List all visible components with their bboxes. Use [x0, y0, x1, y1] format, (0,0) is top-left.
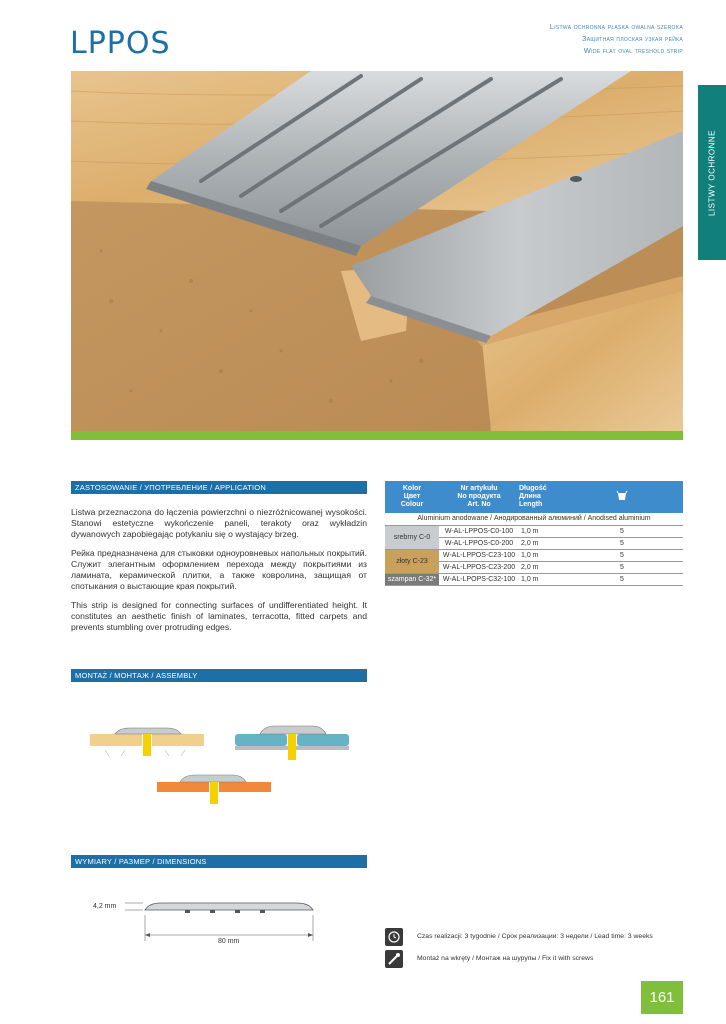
- pack-cell: 5: [561, 549, 683, 561]
- section-header-assembly: MONTAŻ / МОНТАЖ / ASSEMBLY: [71, 669, 367, 682]
- page-title: LPPOS: [70, 26, 171, 61]
- note-lead-time-text: Czas realizacji: 3 tygodnie / Срок реализации: 3 недели / Lead time: 3 weeks: [417, 933, 653, 940]
- application-description: [71, 507, 367, 641]
- screw-icon: [385, 950, 403, 968]
- application-text-pl: Listwa przeznaczona do łączenia powierzchni o niezróżnicowanej wysokości. Stanowi estetyczne wykończenie paneli, terakoty oraz wykładzin dywanowych zapobiegając potykaniu się o wystający brzeg.: [71, 507, 367, 539]
- table-row: [385, 525, 683, 537]
- article-cell: W-AL-LPOPS-C32-100: [439, 573, 519, 585]
- application-text-en: This strip is designed for connecting surfaces of undifferentiated height. It constitutes an aesthetic finish of laminates, terracotta, fitted carpets and prevents stumbling over protruding edges.: [71, 600, 367, 632]
- assembly-diagram-panels: [90, 728, 204, 756]
- material-row: [385, 513, 683, 525]
- product-table: [385, 481, 683, 586]
- table-row: [385, 573, 683, 585]
- notes-list: [385, 928, 685, 972]
- length-cell: 1,0 m: [519, 549, 561, 561]
- colour-swatch-champagne: szampan C-32*: [385, 573, 439, 585]
- package-icon: [616, 490, 628, 502]
- colour-swatch-gold: złoty C-23: [385, 549, 439, 573]
- assembly-diagram-tiles: [235, 726, 349, 760]
- article-cell: W-AL-LPPOS-C0-200: [439, 537, 519, 549]
- pack-cell: 5: [561, 525, 683, 537]
- application-text-ru: Рейка предназначена для стыковки одноуровневых напольных покрытий. Служит элегантным оформлением перехода между покрытиями из ламината, керамической плитки, а также ковролина, защищая от спотыкания о выстающие края покрытий.: [71, 548, 367, 591]
- pack-cell: 5: [561, 561, 683, 573]
- article-cell: W-AL-LPPOS-C0-100: [439, 525, 519, 537]
- section-header-dimensions: WYMIARY / РАЗМЕР / DIMENSIONS: [71, 855, 367, 868]
- section-header-application: ZASTOSOWANIE / УПОТРЕБЛЕНИЕ / APPLICATION: [71, 481, 367, 494]
- subtitle-block: [550, 21, 683, 57]
- dimension-width-label: 80 mm: [218, 938, 240, 945]
- length-cell: 1,0 m: [519, 573, 561, 585]
- clock-icon: [385, 928, 403, 946]
- length-cell: 2,0 m: [519, 561, 561, 573]
- table-row: [385, 549, 683, 561]
- material-label: Aluminium anodowane / Анодированный алюминий / Anodised aluminium: [385, 513, 683, 525]
- dimension-height-label: 4,2 mm: [93, 903, 117, 910]
- header-article: Nr artykułu No продукта Art. No: [439, 481, 519, 513]
- article-cell: W-AL-LPPOS-C23-200: [439, 561, 519, 573]
- subtitle-en: Wide flat oval treshold strip: [583, 46, 683, 55]
- side-category-tab: [698, 85, 726, 260]
- header-colour: Kolor Цвет Colour: [385, 481, 439, 513]
- assembly-diagrams: [85, 720, 365, 810]
- pack-cell: 5: [561, 573, 683, 585]
- product-photo: [71, 71, 683, 431]
- pack-cell: 5: [561, 537, 683, 549]
- assembly-diagram-carpet: [157, 775, 271, 804]
- article-cell: W-AL-LPPOS-C23-100: [439, 549, 519, 561]
- colour-swatch-silver: srebrny C-0: [385, 525, 439, 549]
- subtitle-ru: Защитная плоская узкая рейка: [581, 34, 683, 43]
- header-length: Długość Длина Length: [519, 481, 561, 513]
- header-pack: [561, 481, 683, 513]
- note-lead-time: [385, 928, 685, 950]
- table-header-row: [385, 481, 683, 513]
- length-cell: 1,0 m: [519, 525, 561, 537]
- dimension-drawing: [85, 893, 325, 953]
- length-cell: 2,0 m: [519, 537, 561, 549]
- page-number: 161: [641, 981, 683, 1014]
- side-tab-label: LISTWY OCHRONNE: [707, 129, 717, 216]
- photo-accent-bar: [71, 431, 683, 440]
- note-fixing-text: Montaż na wkręty / Монтаж на шурупы / Fix it with screws: [417, 955, 594, 962]
- note-fixing: [385, 950, 685, 972]
- subtitle-pl: Listwa ochronna płaska owalna szeroka: [549, 22, 683, 31]
